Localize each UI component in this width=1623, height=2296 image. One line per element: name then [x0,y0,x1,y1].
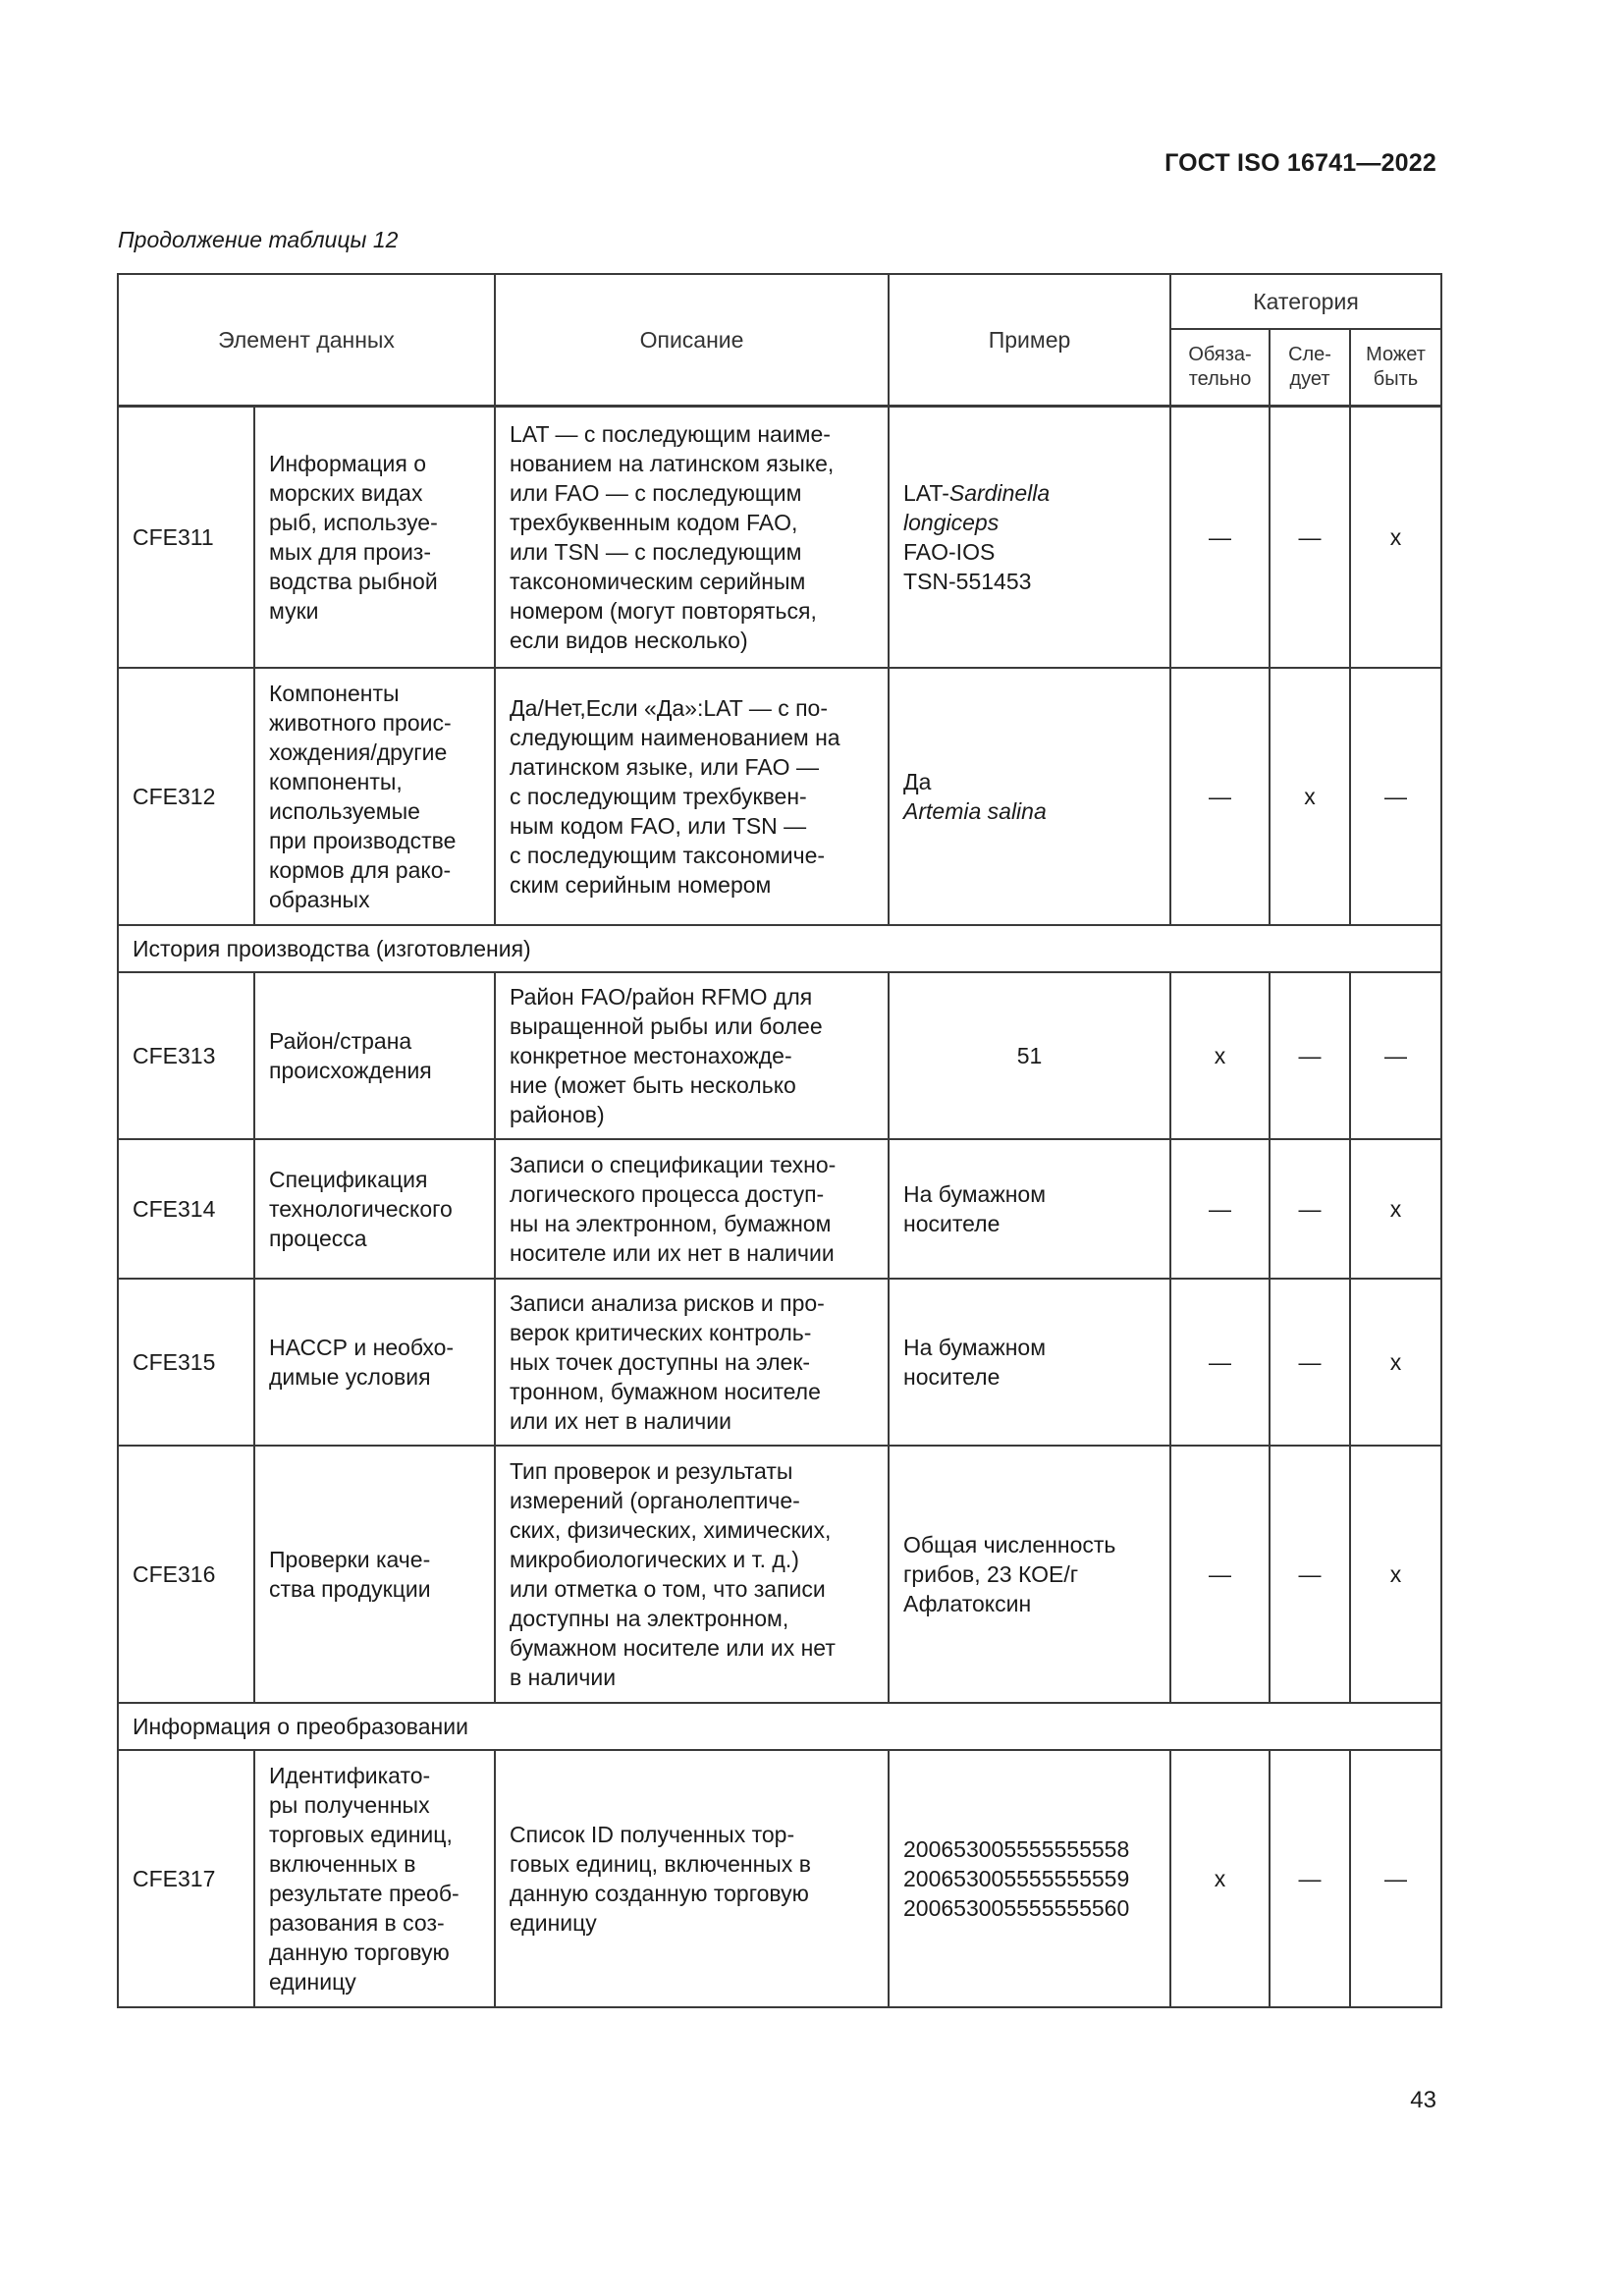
example-species: Artemia salina [903,797,1047,824]
may-mark: — [1350,972,1441,1139]
element-code: CFE311 [118,407,254,668]
element-example: 200653005555555558 200653005555555559 200653005555555560 [889,1750,1170,2007]
section-row [118,925,1441,972]
table-row [118,972,1441,1139]
element-name: Проверки каче- ства продукции [254,1446,495,1703]
document-code: ГОСТ ISO 16741—2022 [1164,149,1436,177]
element-name: НАССР и необхо- димые условия [254,1279,495,1446]
page-number: 43 [1410,2087,1436,2113]
mandatory-mark: — [1170,1279,1270,1446]
element-description: Записи анализа рисков и про- верок критических контроль- ных точек доступны на элек- тронном, бумажном носителе или их нет в наличии [495,1279,889,1446]
should-mark: x [1270,668,1350,925]
should-mark: — [1270,407,1350,668]
example-codes: FAO-IOS TSN-551453 [903,538,1032,594]
element-code: CFE317 [118,1750,254,2007]
mandatory-mark: x [1170,1750,1270,2007]
element-description: LAT — с последующим наиме- нованием на латинском языке, или FAO — с последующим трехбуквенным кодом FAO, или TSN — с последующим таксономическим серийным номером (могут повторяться, если видов несколько) [495,407,889,668]
mandatory-mark: — [1170,407,1270,668]
should-mark: — [1270,972,1350,1139]
element-name: Информация о морских видах рыб, используе- мых для произ- водства рыбной муки [254,407,495,668]
element-code: CFE314 [118,1139,254,1279]
header-mandatory: Обяза- тельно [1170,329,1270,407]
element-example: Общая численность грибов, 23 КОЕ/г Афлатоксин [889,1446,1170,1703]
should-mark: — [1270,1750,1350,2007]
element-description: Да/Нет,Если «Да»:LAT — с по- следующим наименованием на латинском языке, или FAO — с последующим трехбуквен- ным кодом FAO, или TSN — с последующим таксономиче- ским серийным номером [495,668,889,925]
table-caption: Продолжение таблицы 12 [118,227,399,252]
table-row [118,1446,1441,1703]
element-description: Тип проверок и результаты измерений (органолептиче- ских, физических, химических, микробиологических и т. д.) или отметка о том, что записи доступны на электронном, бумажном носителе или их нет в наличии [495,1446,889,1703]
mandatory-mark: — [1170,1139,1270,1279]
element-code: CFE315 [118,1279,254,1446]
header-category: Категория [1170,274,1441,329]
element-example: На бумажном носителе [889,1279,1170,1446]
element-example: 51 [889,972,1170,1139]
table-row [118,407,1441,668]
may-mark: x [1350,407,1441,668]
should-mark: — [1270,1139,1350,1279]
section-production-history: История производства (изготовления) [118,925,1441,972]
table-row [118,1279,1441,1446]
element-name: Район/страна происхождения [254,972,495,1139]
section-row [118,1703,1441,1750]
element-description: Записи о спецификации техно- логического процесса доступ- ны на электронном, бумажном носителе или их нет в наличии [495,1139,889,1279]
mandatory-mark: — [1170,1446,1270,1703]
mandatory-mark: — [1170,668,1270,925]
data-elements-table [117,273,1442,2008]
element-description: Список ID полученных тор- говых единиц, включенных в данную созданную торговую единицу [495,1750,889,2007]
table-row [118,1139,1441,1279]
may-mark: — [1350,1750,1441,2007]
section-transformation-info: Информация о преобразовании [118,1703,1441,1750]
table-row [118,668,1441,925]
may-mark: — [1350,668,1441,925]
element-name: Спецификация технологического процесса [254,1139,495,1279]
may-mark: x [1350,1139,1441,1279]
element-code: CFE313 [118,972,254,1139]
header-description: Описание [495,274,889,407]
mandatory-mark: x [1170,972,1270,1139]
should-mark: — [1270,1446,1350,1703]
header-example: Пример [889,274,1170,407]
element-example [889,407,1170,668]
header-should: Сле- дует [1270,329,1350,407]
table-row [118,1750,1441,2007]
element-description: Район FAO/район RFMO для выращенной рыбы или более конкретное местонахожде- ние (может быть несколько районов) [495,972,889,1139]
example-prefix: LAT- [903,479,949,506]
element-name: Идентификато- ры полученных торговых единиц, включенных в результате преоб- разования в соз- данную торговую единицу [254,1750,495,2007]
element-name: Компоненты животного проис- хождения/другие компоненты, используемые при производстве кормов для рако- образных [254,668,495,925]
may-mark: x [1350,1446,1441,1703]
element-example [889,668,1170,925]
element-example: На бумажном носителе [889,1139,1170,1279]
element-code: CFE316 [118,1446,254,1703]
element-code: CFE312 [118,668,254,925]
header-element: Элемент данных [118,274,495,407]
example-species: Sardinella longiceps [903,479,1051,535]
may-mark: x [1350,1279,1441,1446]
example-answer: Да [903,768,932,794]
should-mark: — [1270,1279,1350,1446]
header-may: Может быть [1350,329,1441,407]
